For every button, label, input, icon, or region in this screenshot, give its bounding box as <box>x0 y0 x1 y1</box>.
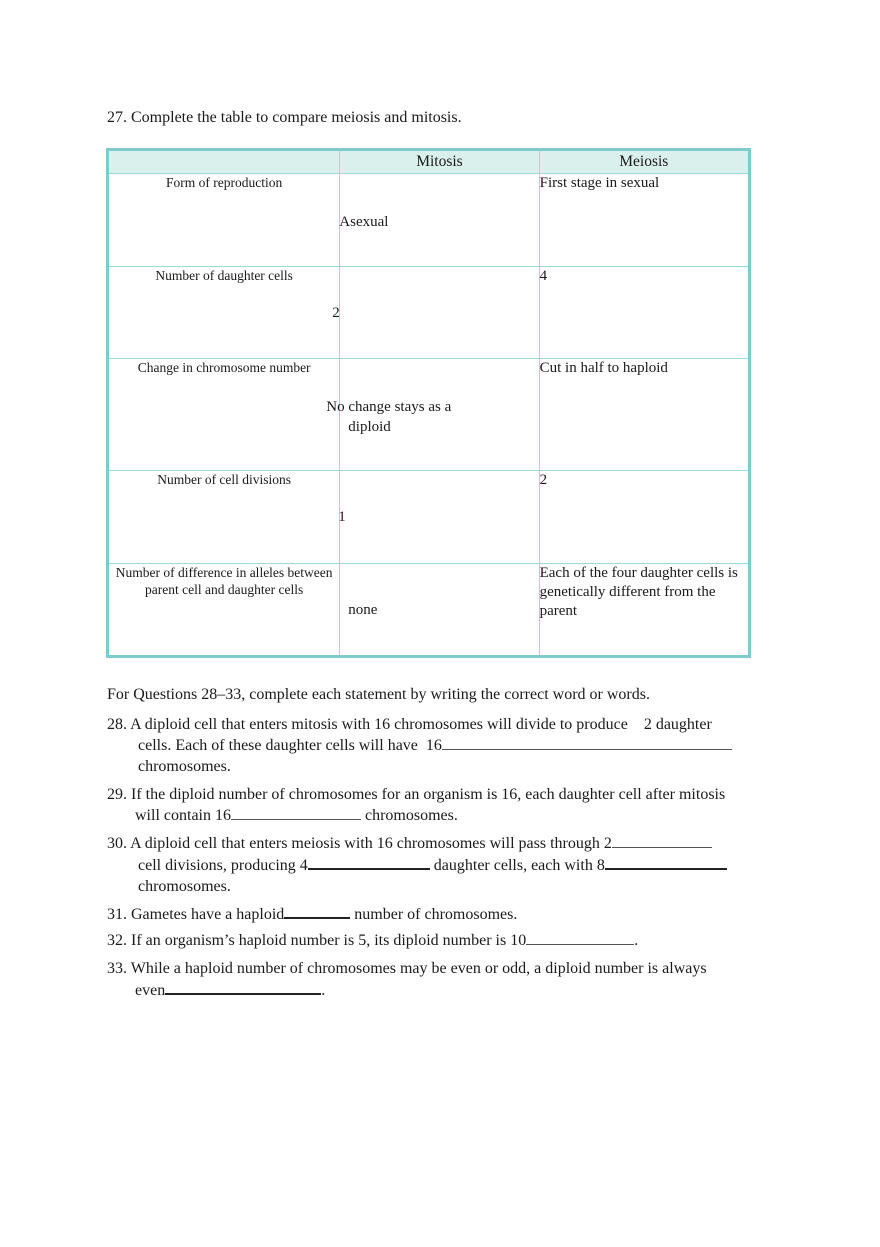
mitosis-answer: 2 <box>332 305 340 321</box>
q30-line1 <box>107 835 712 852</box>
q29-line2-text: will contain 16 <box>135 807 231 824</box>
q32-blank[interactable] <box>526 930 634 945</box>
header-mitosis: Mitosis <box>340 150 539 174</box>
q30-blank-divisions[interactable] <box>612 833 712 848</box>
question-28 <box>107 714 777 777</box>
mitosis-answer <box>326 397 486 437</box>
q33-line1: 33. While a haploid number of chromosomes may be even or odd, a diploid number is always <box>107 960 707 977</box>
row-label: Change in chromosome number <box>108 359 340 471</box>
meiosis-cell[interactable] <box>539 359 749 471</box>
header-blank <box>108 150 340 174</box>
q33-line2 <box>107 979 777 1001</box>
mitosis-answer-line2: diploid <box>348 419 391 435</box>
q28-line3: chromosomes. <box>138 758 231 775</box>
row-label: Number of daughter cells <box>108 267 340 359</box>
q30-line1-text: 30. A diploid cell that enters meiosis with 16 chromosomes will pass through 2 <box>107 835 612 852</box>
meiosis-cell[interactable] <box>539 174 749 267</box>
q33-blank[interactable] <box>165 979 321 995</box>
mitosis-answer-line1: No change stays as a <box>326 399 452 415</box>
q33-line2-suffix: . <box>321 982 326 999</box>
q30-line2-text-b: daughter cells, each with 8 <box>429 857 605 874</box>
table-row <box>108 267 750 359</box>
q31-blank[interactable] <box>284 903 350 919</box>
q31-suffix: number of chromosomes. <box>350 906 518 923</box>
q32-text: 32. If an organism’s haploid number is 5, its diploid number is 10 <box>107 932 527 949</box>
q28-line2 <box>107 735 777 756</box>
q30-line3: chromosomes. <box>138 878 231 895</box>
meiosis-cell[interactable] <box>539 471 749 564</box>
question-33 <box>107 958 777 1001</box>
row-label: Number of cell divisions <box>108 471 340 564</box>
mitosis-cell[interactable] <box>340 174 539 267</box>
q29-blank[interactable] <box>231 805 361 820</box>
q30-line2-text-a: cell divisions, producing 4 <box>138 857 308 874</box>
row-label: Number of difference in alleles between parent cell and daughter cells <box>108 564 340 657</box>
meiosis-answer: Cut in half to haploid <box>539 360 668 376</box>
meiosis-answer: Each of the four daughter cells is genetically different from the parent <box>539 565 738 619</box>
mitosis-answer: 1 <box>338 509 346 525</box>
table-header-row <box>108 150 750 174</box>
q28-line1: 28. A diploid cell that enters mitosis with 16 chromosomes will divide to produce 2 daughter <box>107 716 712 733</box>
mitosis-answer: none <box>348 602 378 618</box>
question-32 <box>107 930 777 951</box>
table-row <box>108 359 750 471</box>
table-row <box>108 471 750 564</box>
table-row <box>108 564 750 657</box>
q29-line2-suffix: chromosomes. <box>360 807 458 824</box>
table-row <box>108 174 750 267</box>
question-30 <box>107 833 777 897</box>
q29-line2 <box>107 805 787 826</box>
instructions: For Questions 28–33, complete each statement by writing the correct word or words. <box>107 686 650 703</box>
mitosis-cell[interactable] <box>326 359 539 471</box>
q33-line2-text: even <box>135 982 166 999</box>
meiosis-answer: 4 <box>539 268 548 284</box>
q30-blank-daughter-cells[interactable] <box>308 854 430 870</box>
q28-line2-text: cells. Each of these daughter cells will have 16 <box>138 737 442 754</box>
header-meiosis: Meiosis <box>539 150 749 174</box>
meiosis-cell[interactable] <box>539 267 749 359</box>
meiosis-answer: First stage in sexual <box>539 175 660 191</box>
q30-blank-chromosomes[interactable] <box>605 854 727 870</box>
row-label: Form of reproduction <box>108 174 340 267</box>
q31-text: 31. Gametes have a haploid <box>107 906 285 923</box>
mitosis-cell[interactable] <box>332 267 539 359</box>
meiosis-cell[interactable] <box>539 564 749 657</box>
q32-suffix: . <box>634 932 639 949</box>
question-27-prompt: 27. Complete the table to compare meiosis and mitosis. <box>107 109 462 126</box>
mitosis-answer: Asexual <box>339 214 389 230</box>
meiosis-answer: 2 <box>539 472 548 488</box>
q29-line1: 29. If the diploid number of chromosomes for an organism is 16, each daughter cell after mitosis <box>107 786 726 803</box>
mitosis-cell[interactable] <box>340 471 539 564</box>
comparison-table <box>106 148 751 658</box>
q30-line2 <box>107 854 777 876</box>
q28-blank[interactable] <box>442 735 732 750</box>
mitosis-cell[interactable] <box>340 564 539 657</box>
question-31 <box>107 903 777 925</box>
question-29 <box>107 784 787 826</box>
